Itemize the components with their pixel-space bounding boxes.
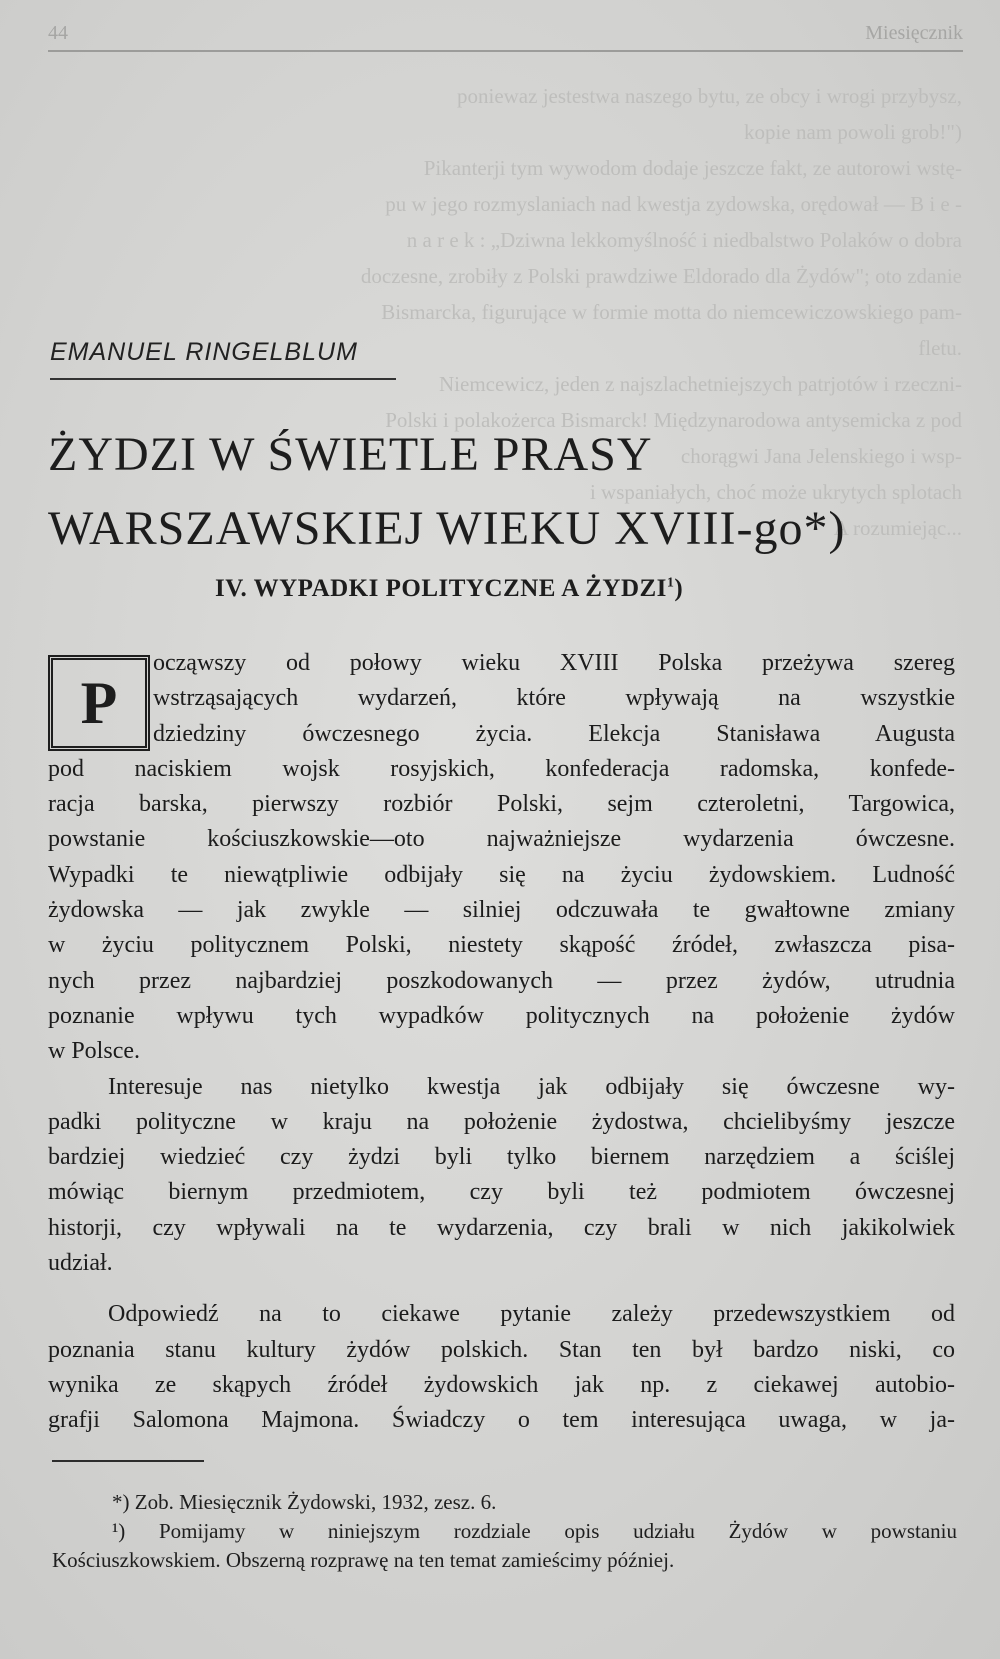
ghost-line: fletu. [918, 336, 962, 360]
running-title: Miesięcznik [865, 22, 963, 44]
ghost-line: i wspaniałych, choć może ukrytych splotach [589, 480, 962, 504]
text-line: pod naciskiem wojsk rosyjskich, konfederacja radomska, konfede- [48, 755, 955, 782]
ghost-line: poniewaz jestestwa naszego bytu, ze obcy i wrogi przybysz, [456, 84, 962, 108]
text-line: ocząwszy od połowy wieku XVIII Polska przeżywa szereg [153, 650, 955, 676]
text-line: w życiu politycznem Polski, niestety skąpość źródeł, zwłaszcza pisa- [48, 932, 955, 959]
section-heading-close: ) [674, 575, 684, 602]
ghost-line: Bismarcka, figurujące w formie motta do niemcewiczowskiego pam- [381, 300, 962, 324]
ghost-line: doczesne, zrobiły z Polski prawdziwe Eldorado dla Żydów"; oto zdanie [360, 264, 962, 288]
text-line: mówiąc biernym przedmiotem, czy byli też podmiotem ówczesnej [48, 1179, 955, 1206]
article-title [48, 418, 948, 566]
ghost-line: pu w jego rozmyslaniach nad kwestja zydowska, orędował — B i e - [385, 192, 962, 216]
title-line: WARSZAWSKIEJ WIEKU XVIII-go*) [48, 502, 846, 555]
text-line: poznanie wpływu tych wypadków politycznych na położenie żydów [48, 1002, 955, 1029]
ghost-line: Pikanterji tym wywodom dodaje jeszcze fakt, ze autorowi wstę- [423, 156, 962, 180]
text-line: żydowska — jak zwykle — silniej odczuwała te gwałtowne zmiany [48, 897, 955, 924]
text-line: grafji Salomona Majmona. Świadczy o tem interesująca uwaga, w ja- [48, 1407, 955, 1434]
text-line: wstrząsających wydarzeń, które wpływają na wszystkie [153, 685, 955, 712]
ghost-line: A rozumiejąc... [833, 516, 962, 540]
text-line: historji, czy wpływali na te wydarzenia, czy brali w nich jakikolwiek [48, 1214, 955, 1241]
text-line: nych przez najbardziej poszkodowanych — przez żydów, utrudnia [48, 967, 955, 994]
ghost-line: kopie nam powoli grob!") [744, 120, 962, 144]
page-number: 44 [48, 22, 68, 44]
text-line: poznania stanu kultury żydów polskich. Stan ten był bardzo niski, co [48, 1336, 955, 1363]
ghost-line: chorągwi Jana Jelenskiego i wsp- [680, 444, 962, 468]
ghost-line: n a r e k : „Dziwna lekkomyślność i niedbalstwo Polaków o dobra [406, 228, 962, 252]
footnote-marker: 1 [666, 575, 675, 591]
title-line: ŻYDZI W ŚWIETLE PRASY [48, 428, 653, 481]
text-line: bardziej wiedzieć czy żydzi byli tylko biernem narzędziem a ściślej [48, 1144, 955, 1171]
footnote-1-continued: Kościuszkowskiem. Obszerną rozprawę na ten temat zamieścimy później. [52, 1548, 675, 1572]
text-line: racja barska, pierwszy rozbiór Polski, sejm czteroletni, Targowica, [48, 791, 955, 818]
footnote-star: *) Zob. Miesięcznik Żydowski, 1932, zesz. 6. [112, 1490, 497, 1514]
text-line: padki polityczne w kraju na położenie żydostwa, chcielibyśmy jeszcze [48, 1108, 955, 1135]
text-line: udział. [48, 1250, 113, 1277]
author-underline [50, 378, 396, 380]
text-line: Interesuje nas nietylko kwestja jak odbijały się ówczesne wy- [108, 1073, 955, 1100]
text-line: Odpowiedź na to ciekawe pytanie zależy przedewszystkiem od [108, 1301, 955, 1328]
text-line: wynika ze skąpych źródeł żydowskich jak np. z ciekawej autobio- [48, 1371, 955, 1398]
ghost-line: Niemcewicz, jeden z najszlachetniejszych patrjotów i rzeczni- [439, 372, 962, 396]
drop-cap-letter: P [80, 669, 118, 736]
section-heading-text: IV. WYPADKI POLITYCZNE A ŻYDZI [215, 575, 667, 602]
text-line: Wypadki te niewątpliwie odbijały się na życiu żydowskiem. Ludność [48, 861, 955, 888]
section-heading [215, 575, 683, 603]
text-line: w Polsce. [48, 1038, 140, 1065]
ghost-line: Polski i polakożerca Bismarck! Międzynarodowa antysemicka z pod [385, 408, 962, 432]
author-name: EMANUEL RINGELBLUM [50, 338, 358, 366]
text-line: powstanie kościuszkowskie—oto najważniejsze wydarzenia ówczesne. [48, 826, 955, 853]
text-line: dziedziny ówczesnego życia. Elekcja Stanisława Augusta [153, 720, 955, 747]
footnote-1: ¹) Pomijamy w niniejszym rozdziale opis udziału Żydów w powstaniu [112, 1519, 957, 1543]
paragraph-gap [48, 1281, 955, 1297]
footnotes [52, 1488, 957, 1575]
footnote-rule [52, 1460, 204, 1462]
article-body [48, 646, 955, 1439]
running-header [48, 16, 963, 52]
